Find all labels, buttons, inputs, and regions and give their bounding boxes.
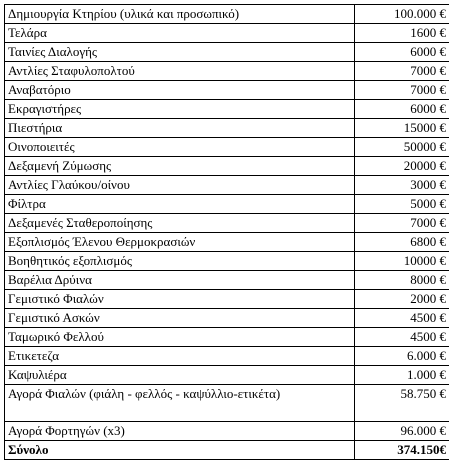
item-amount: 10000 € <box>355 252 449 271</box>
table-row <box>5 5 449 24</box>
table-row <box>5 328 449 347</box>
item-name: Δημιουργία Κτηρίου (υλικά και προσωπικό) <box>5 5 355 24</box>
item-name: Οινοποιειτές <box>5 138 355 157</box>
item-name: Τελάρα <box>5 24 355 43</box>
item-name: Καψυλιέρα <box>5 366 355 385</box>
table-row <box>5 347 449 366</box>
item-name: Γεμιστικό Φιαλών <box>5 290 355 309</box>
total-row <box>5 441 449 460</box>
table-row <box>5 157 449 176</box>
item-name: Αντλίες Γλαύκου/οίνου <box>5 176 355 195</box>
item-amount: 96.000 € <box>355 422 449 441</box>
item-amount: 15000 € <box>355 119 449 138</box>
item-amount: 1600 € <box>355 24 449 43</box>
item-amount: 50000 € <box>355 138 449 157</box>
item-name: Αναβατόριο <box>5 81 355 100</box>
item-amount: 4500 € <box>355 328 449 347</box>
table-row <box>5 119 449 138</box>
table-row <box>5 43 449 62</box>
item-name: Ετικετεζα <box>5 347 355 366</box>
total-label: Σύνολο <box>5 441 355 460</box>
table-row <box>5 252 449 271</box>
item-name: Δεξαμενές Σταθεροποίησης <box>5 214 355 233</box>
table-row <box>5 62 449 81</box>
table-row <box>5 233 449 252</box>
item-name: Αγορά Φορτηγών (x3) <box>5 422 355 441</box>
item-amount: 5000 € <box>355 195 449 214</box>
table-row <box>5 290 449 309</box>
cost-table-body <box>5 5 449 460</box>
item-amount: 4500 € <box>355 309 449 328</box>
table-row <box>5 366 449 385</box>
table-row <box>5 24 449 43</box>
item-name: Ταμωρικό Φελλού <box>5 328 355 347</box>
item-amount: 20000 € <box>355 157 449 176</box>
item-amount: 6000 € <box>355 43 449 62</box>
item-name: Φίλτρα <box>5 195 355 214</box>
table-row <box>5 138 449 157</box>
table-row <box>5 100 449 119</box>
item-name: Γεμιστικό Ασκών <box>5 309 355 328</box>
table-row <box>5 81 449 100</box>
item-amount: 7000 € <box>355 214 449 233</box>
item-name: Αγορά Φιαλών (φιάλη - φελλός - καψύλλιο-ετικέτα) <box>5 385 355 422</box>
item-amount: 8000 € <box>355 271 449 290</box>
table-row <box>5 195 449 214</box>
item-name: Πιεστήρια <box>5 119 355 138</box>
table-row <box>5 214 449 233</box>
item-amount: 6000 € <box>355 100 449 119</box>
item-amount: 6800 € <box>355 233 449 252</box>
cost-table <box>4 4 449 460</box>
item-amount: 6.000 € <box>355 347 449 366</box>
table-row <box>5 309 449 328</box>
total-amount: 374.150€ <box>355 441 449 460</box>
item-amount: 100.000 € <box>355 5 449 24</box>
item-name: Αντλίες Σταφυλοπολτού <box>5 62 355 81</box>
item-name: Ταινίες Διαλογής <box>5 43 355 62</box>
item-name: Βοηθητικός εξοπλισμός <box>5 252 355 271</box>
item-name: Εξοπλισμός Έλενου Θερμοκρασιών <box>5 233 355 252</box>
item-amount: 2000 € <box>355 290 449 309</box>
item-name: Εκραγιστήρες <box>5 100 355 119</box>
item-amount: 58.750 € <box>355 385 449 422</box>
table-row <box>5 422 449 441</box>
item-amount: 7000 € <box>355 81 449 100</box>
item-amount: 7000 € <box>355 62 449 81</box>
item-name: Δεξαμενή Ζύμωσης <box>5 157 355 176</box>
item-name: Βαρέλια Δρύινα <box>5 271 355 290</box>
item-amount: 3000 € <box>355 176 449 195</box>
item-amount: 1.000 € <box>355 366 449 385</box>
table-row <box>5 271 449 290</box>
table-row <box>5 176 449 195</box>
table-row <box>5 385 449 422</box>
